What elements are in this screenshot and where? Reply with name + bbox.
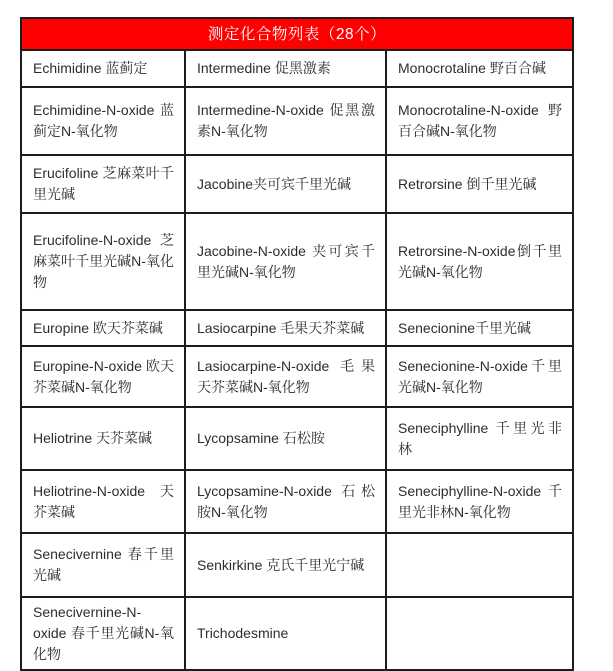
compound-cell: Lasiocarpine-N-oxide 毛果天芥菜碱N-氧化物 [185,346,386,407]
compound-cell: Europine-N-oxide 欧天芥菜碱N-氧化物 [21,346,185,407]
compound-cell: Lasiocarpine 毛果天芥菜碱 [185,310,386,346]
compounds-table [20,17,574,671]
table-row [21,87,573,155]
compound-cell: Jacobine夹可宾千里光碱 [185,155,386,213]
compound-cell: Erucifoline 芝麻菜叶千里光碱 [21,155,185,213]
compound-cell: Europine 欧天芥菜碱 [21,310,185,346]
compound-cell: Senecionine千里光碱 [386,310,573,346]
compound-cell: Senecivernine-N-oxide 春千里光碱N-氧化物 [21,597,185,670]
compound-cell: Seneciphylline-N-oxide 千里光非林N-氧化物 [386,470,573,533]
compound-cell: Intermedine 促黑激素 [185,50,386,87]
compound-cell empty-cell [386,533,573,597]
compound-cell: Echimidine-N-oxide 蓝蓟定N-氧化物 [21,87,185,155]
compound-cell: Seneciphylline 千里光非林 [386,407,573,470]
table-row [21,155,573,213]
compound-cell: Trichodesmine [185,597,386,670]
compound-cell: Echimidine 蓝蓟定 [21,50,185,87]
table-row [21,533,573,597]
table-title: 测定化合物列表（28个） [21,18,573,50]
table-title-row [21,18,573,50]
compound-cell: Senecivernine 春千里光碱 [21,533,185,597]
compound-cell: Lycopsamine 石松胺 [185,407,386,470]
compound-cell: Retrorsine-N-oxide倒千里光碱N-氧化物 [386,213,573,310]
compound-cell: Heliotrine-N-oxide 天芥菜碱 [21,470,185,533]
table-row [21,346,573,407]
compound-cell: Retrorsine 倒千里光碱 [386,155,573,213]
compound-cell empty-cell [386,597,573,670]
table-row [21,213,573,310]
compound-cell: Lycopsamine-N-oxide 石松胺N-氧化物 [185,470,386,533]
compound-cell: Heliotrine 天芥菜碱 [21,407,185,470]
table-row [21,50,573,87]
compound-cell: Erucifoline-N-oxide 芝麻菜叶千里光碱N-氧化物 [21,213,185,310]
table-row [21,310,573,346]
compound-cell: Monocrotaline 野百合碱 [386,50,573,87]
table-row [21,470,573,533]
compound-cell: Senecionine-N-oxide千里光碱N-氧化物 [386,346,573,407]
compound-cell: Senkirkine 克氏千里光宁碱 [185,533,386,597]
compound-cell: Intermedine-N-oxide 促黑激素N-氧化物 [185,87,386,155]
table-row [21,407,573,470]
compound-cell: Jacobine-N-oxide 夹可宾千里光碱N-氧化物 [185,213,386,310]
compound-cell: Monocrotaline-N-oxide 野百合碱N-氧化物 [386,87,573,155]
table-row [21,597,573,670]
